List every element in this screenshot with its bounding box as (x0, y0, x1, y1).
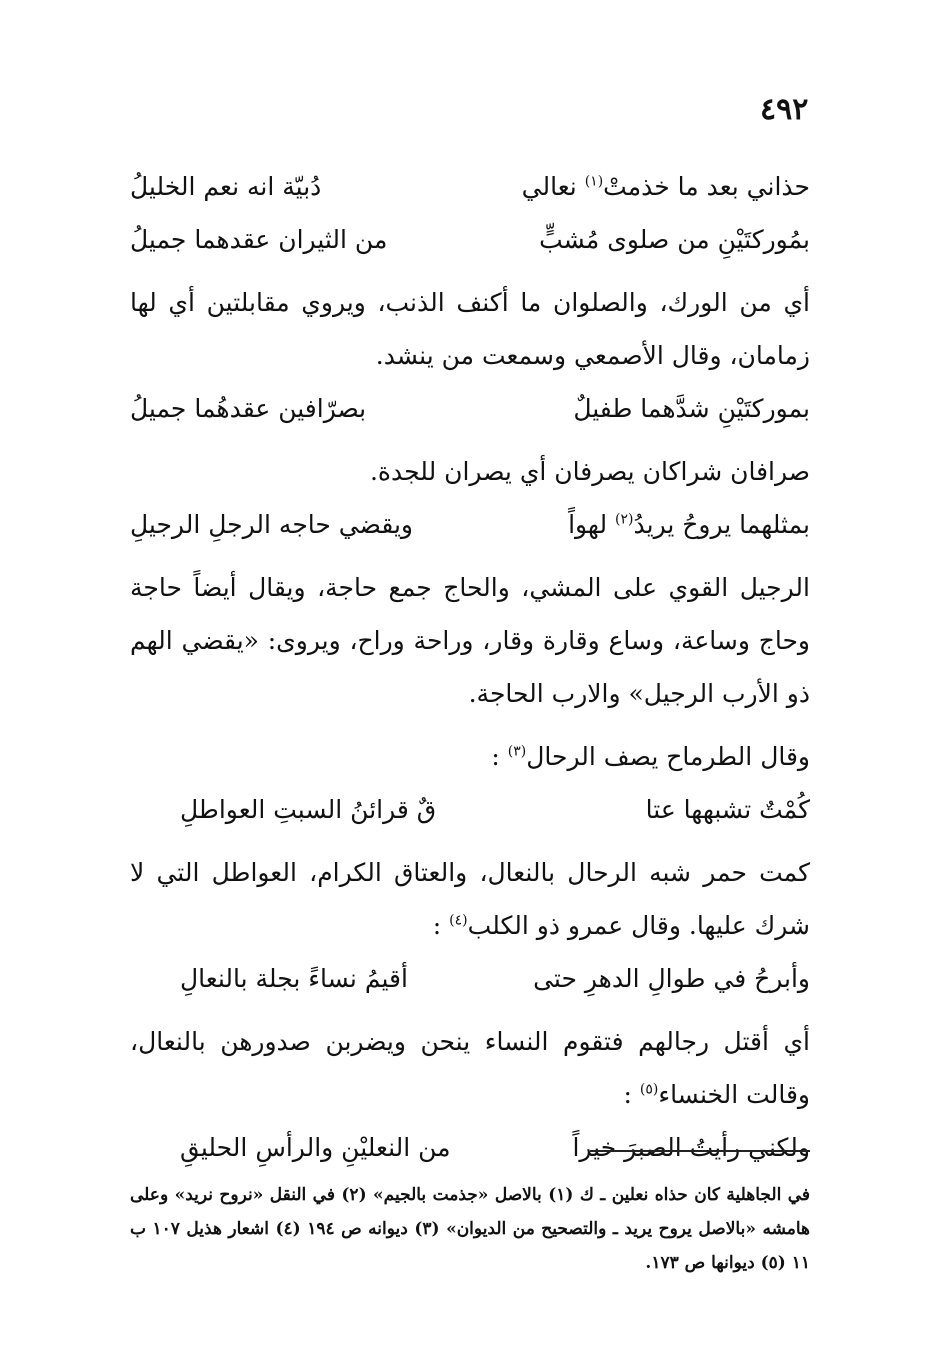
commentary-text: أي أقتل رجالهم فتقوم النساء ينحن ويضربن صدورهن بالنعال، وقالت الخنساء (130, 1027, 810, 1109)
punctuation: : (432, 911, 442, 940)
commentary-paragraph (130, 846, 810, 952)
punctuation: : (491, 742, 500, 771)
verse-line (130, 783, 810, 836)
verse-hemistich-left: دُبيّة انه نعم الخليلُ (130, 172, 322, 201)
verse-hemistich-left: بصرّافين عقدهُما جميلُ (130, 394, 367, 423)
verse-hemistich-right: بموركتَيْنِ شدَّهما طفيلٌ (573, 394, 810, 423)
attribution-line (130, 730, 810, 783)
verse-hemistich-right (522, 160, 810, 213)
verse-line (130, 382, 810, 435)
verse-hemistich-left: من الثيران عقدهما جميلُ (130, 225, 388, 254)
footnote-ref: (٥) (639, 1081, 659, 1098)
commentary-text: كمت حمر شبه الرحال بالنعال، والعتاق الكرام، العواطل التي لا شرك عليها. وقال عمرو ذو الكلب (130, 858, 810, 940)
commentary-paragraph: أي من الورك، والصلوان ما أكنف الذنب، ويروي مقابلتين أي لها زمامان، وقال الأصمعي وسمعت من ينشد. (130, 288, 810, 370)
verse-text: حذاني بعد ما خذمتْ (603, 172, 810, 201)
verse-line (130, 498, 810, 551)
verse-text: نعالي (521, 172, 585, 201)
verse-line (130, 1121, 810, 1174)
footnote-ref: (١) (584, 173, 604, 190)
verse-hemistich-left: قٌ قرائنُ السبتِ العواطلِ (180, 795, 437, 824)
commentary-paragraph: صرافان شراكان يصرفان أي يصران للجدة. (369, 457, 810, 486)
commentary-paragraph (130, 1015, 810, 1121)
verse-hemistich-right: ولكني رأيتُ الصبرَ خيراً (572, 1133, 810, 1162)
verse-text: لهواً (568, 510, 616, 539)
attribution-text: وقال الطرماح يصف الرحال (526, 742, 810, 771)
footnote-ref: (٢) (615, 511, 634, 528)
verse-hemistich-right (568, 498, 810, 551)
page-number: ٤٩٢ (760, 92, 809, 127)
verse-hemistich-left: من النعليْنِ والرأسِ الحليقِ (180, 1133, 451, 1162)
verse-line (130, 160, 810, 213)
verse-hemistich-right: وأبرحُ في طوالِ الدهرِ حتى (533, 964, 810, 993)
punctuation: : (623, 1080, 632, 1109)
verse-hemistich-left: أقيمُ نساءً بجلة بالنعالِ (180, 964, 408, 993)
verse-line (130, 213, 810, 266)
verse-text: بمثلهما يروحُ يريدُ (633, 510, 810, 539)
verse-hemistich-right: كُمْتٌ تشبهها عتا (645, 795, 810, 824)
footnote-ref: (٤) (449, 912, 468, 929)
commentary-paragraph: الرجيل القوي على المشي، والحاج جمع حاجة، ويقال أيضاً حاجة وحاج وساعة، وساع وقارة وقار، وراحة وراح، ويروى: «يقضي الهم ذو الأرب الرجيل» والارب الحاجة. (130, 573, 810, 708)
verse-line (130, 952, 810, 1005)
footnotes: في الجاهلية كان حذاه نعلين ـ ك (١) بالاصل «جذمت بالجيم» (٢) في النقل «نروح نريد» وعلى هامشه «بالاصل يروح يريد ـ والتصحيح من الديوان» (٣) ديوانه ص ١٩٤ (٤) اشعار هذيل ١٠٧ ب ١١ (٥) ديوانها ص ١٧٣. (130, 1185, 811, 1273)
main-text (130, 160, 810, 1174)
verse-hemistich-right: بمُوركتَيْنِ من صلوى مُشبٍّ (539, 225, 810, 254)
footnote-divider (590, 1150, 810, 1152)
verse-hemistich-left: ويقضي حاجه الرجلِ الرجيلِ (130, 510, 413, 539)
footnote-ref: (٣) (507, 743, 527, 760)
